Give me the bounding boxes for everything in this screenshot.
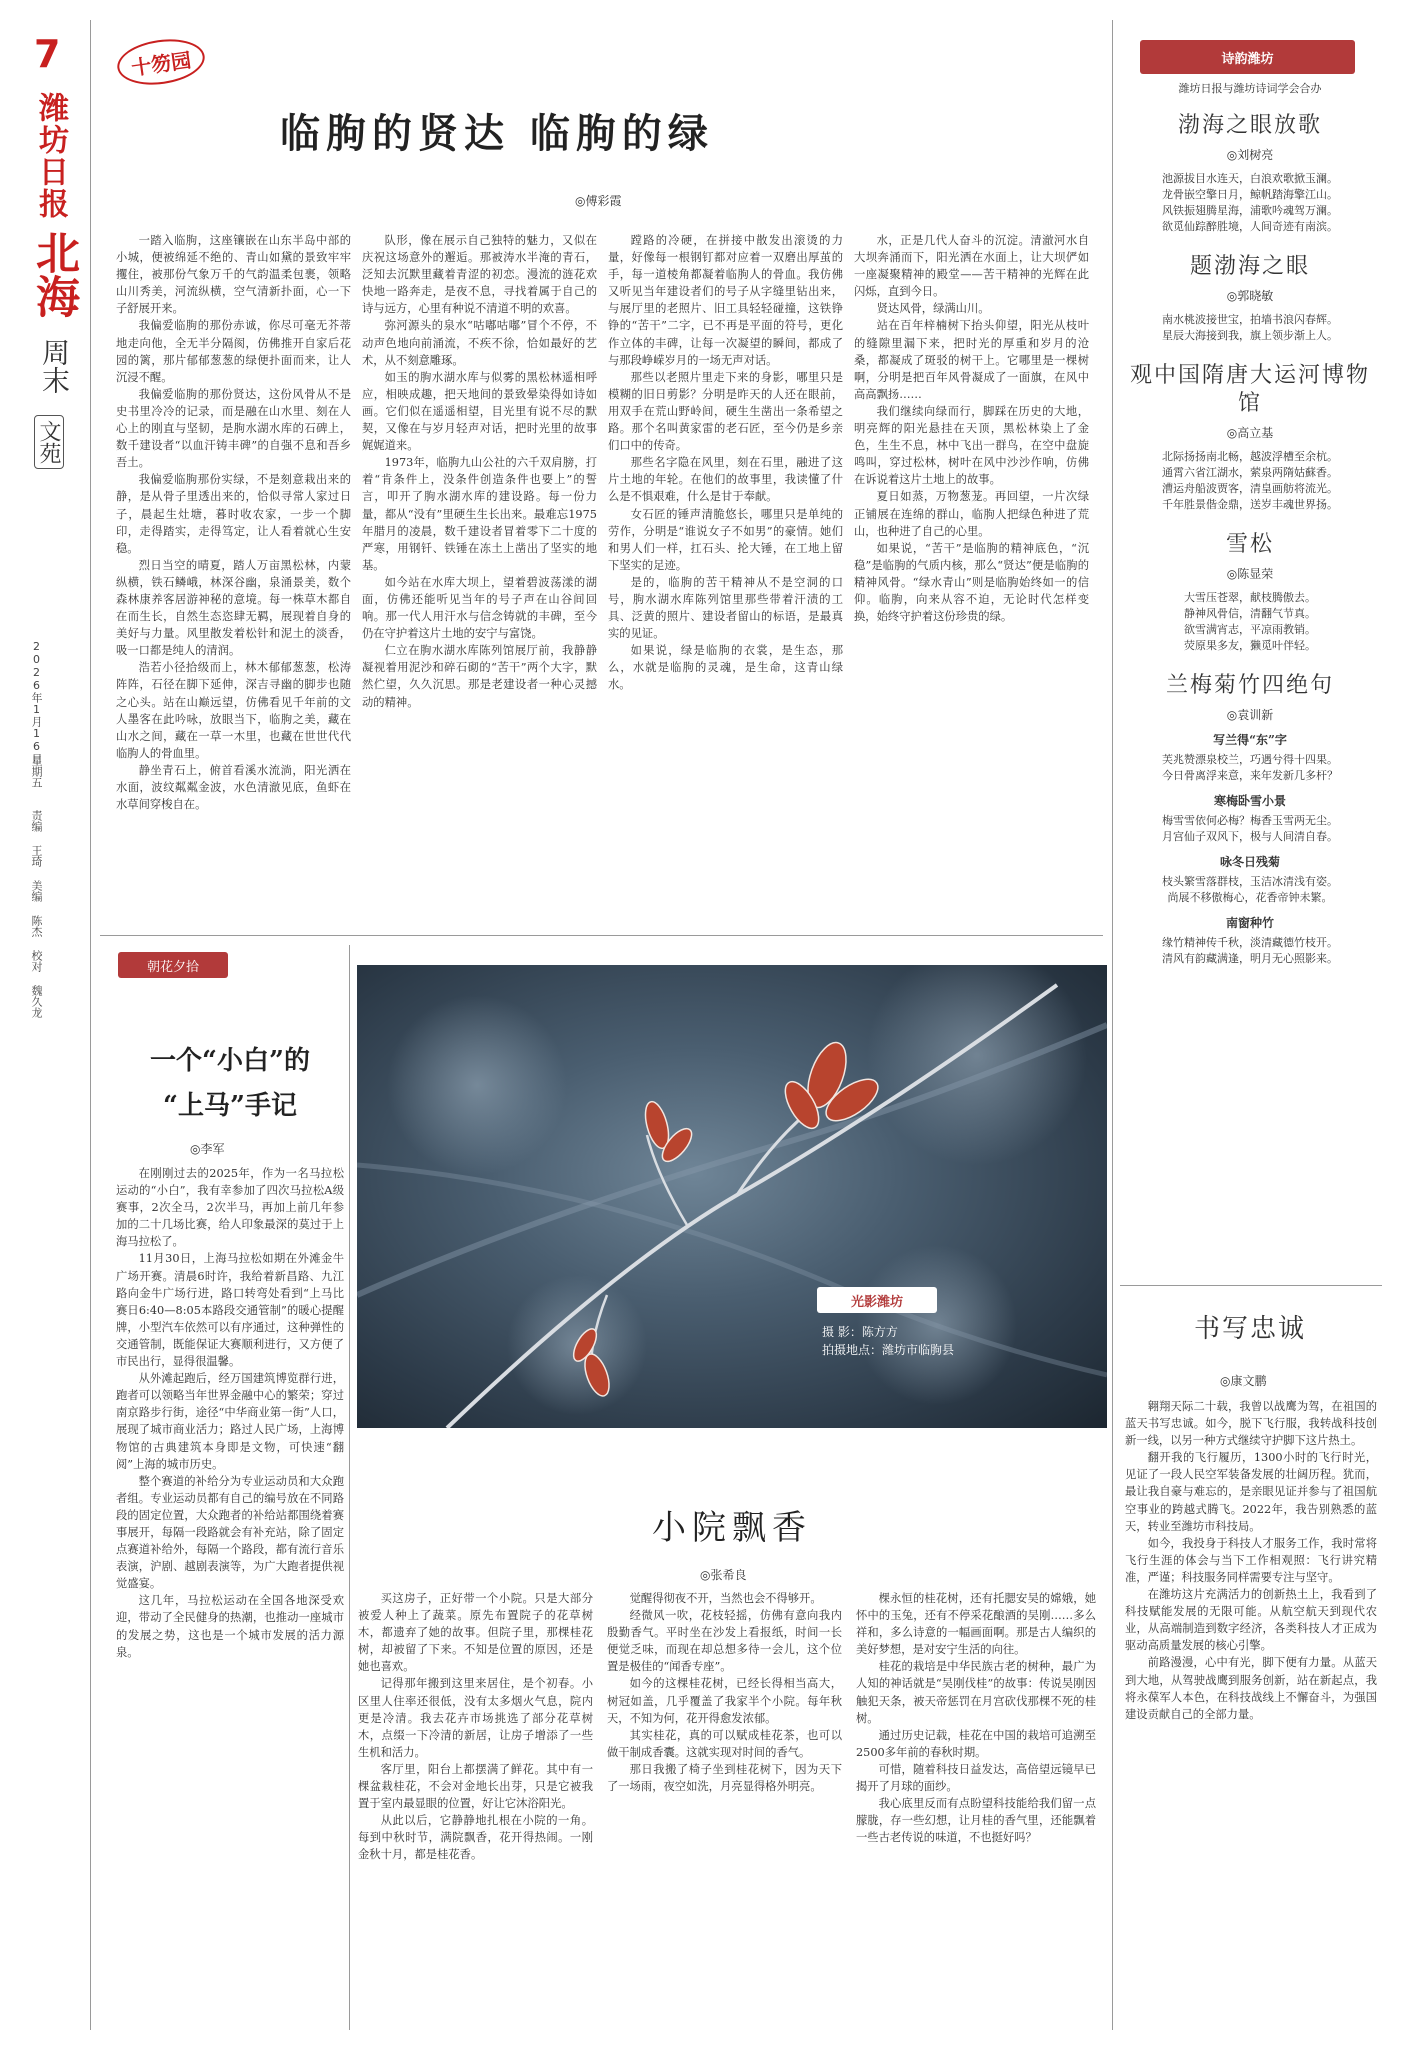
main-article-author: ◎傅彩霞 [575, 194, 622, 208]
paragraph: 那日我搬了椅子坐到桂花树下，因为天下了一场雨，夜空如洗，月亮显得格外明亮。 [607, 1762, 842, 1794]
poem-line: 今日骨离浮来意，来年发新几多杆？ [1162, 769, 1338, 782]
main-article-col-4 [854, 232, 1089, 922]
poem-line: 欲雪满宵志，平凉雨教销。 [1184, 623, 1316, 636]
right-essay-author: ◎康文鹏 [1220, 1374, 1267, 1388]
poem-author: ◎高立基 [1226, 426, 1274, 440]
page-sidebar [0, 0, 90, 2046]
poem [1125, 531, 1375, 654]
paragraph: 通过历史记载，桂花在中国的栽培可追溯至2500多年前的春秋时期。 [856, 1728, 1096, 1759]
poem-author: ◎袁训新 [1226, 708, 1274, 722]
paragraph: 如今站在水库大坝上，望着碧波荡漾的湖面，仿佛还能听见当年的号子声在山谷间回响。那一代人用汗水与信念铸就的丰碑，至今仍在守护着这片土地的安宁与富饶。 [362, 575, 597, 641]
essay-divider [349, 945, 350, 2030]
poem-line: 枝头繁雪落群枝，玉洁冰清浅有姿。 [1162, 875, 1338, 888]
poem-line: 北际扬扬南北畅，越波浮槽至余杭。 [1162, 450, 1338, 463]
poem-line: 星辰大海接到我，旗上领步渐上人。 [1162, 329, 1338, 342]
poem-line: 大雪压苍翠，献枝腾傲去。 [1184, 591, 1316, 604]
paragraph: 经微风一吹，花枝轻摇，仿佛有意向我内殷勤香气。平时坐在沙发上看报纸，时间一长便觉乏味，而现在却总想多待一会儿，这个位置是极佳的“闻香专座”。 [607, 1609, 842, 1674]
main-article-col-2 [362, 232, 597, 922]
paragraph: 如今的这棵桂花树，已经长得相当高大，树冠如盖，几乎覆盖了我家半个小院。每年秋天，不知为何，花开得愈发浓郁。 [607, 1677, 842, 1725]
paragraph: 翱翔天际二十载，我曾以战鹰为驾，在祖国的蓝天书写忠诚。如今，脱下飞行服，我转战科技创新一线，以另一种方式继续守护脚下这片热土。 [1125, 1400, 1377, 1448]
paragraph: 我心底里反而有点盼望科技能给我们留一点朦胧，存一些幻想，让月桂的香气里，还能飘着一些古老传说的味道，不也挺好吗？ [856, 1797, 1096, 1845]
paragraph: 如玉的朐水湖水库与似雾的黑松林遥相呼应，相映成趣，把天地间的景致晕染得如诗如画。它们似在遥遥相望，目光里有说不尽的默契，又像在与岁月轻声对话，把时光里的故事娓娓道来。 [362, 370, 597, 453]
poem-line: 漕运舟船波贾客，清皇画舫将流光。 [1162, 482, 1338, 495]
paragraph: 静坐青石上，俯首看溪水流淌，阳光洒在水面，波纹粼粼金波，水色清澈见底，鱼虾在水草间穿梭自在。 [116, 763, 351, 812]
right-essay-body [1125, 1398, 1377, 2028]
paragraph: 买这房子，正好带一个小院。只是大部分被爱人种上了蔬菜。原先布置院子的花草树木，都遗弃了她的故事。但院子里，那棵桂花树，却被留了下来。不知是位置的原因，还是她也喜欢。 [358, 1592, 593, 1674]
paragraph: 1973年，临朐九山公社的六千双肩膀，打着“肯条件上，没条件创造条件也要上”的誓言，叩开了朐水湖水库的建设路。每一份力量，都从“没有”里硬生生长出来。最难忘1975年腊月的凌晨，数千建设者冒着零下二十度的严寒，用钢钎、铁锤在冻土上凿出了坚实的地基。 [362, 456, 597, 572]
paragraph: 在刚刚过去的2025年，作为一名马拉松运动的“小白”，我有幸参加了四次马拉松A级赛事，2次全马，2次半马，再加上前几年参加的二十几场比赛，给人印象最深的莫过于上海马拉松了。 [116, 1167, 344, 1249]
right-column-divider [1112, 20, 1113, 2030]
paragraph: 可惜，随着科技日益发达，高倍望远镜早已揭开了月球的面纱。 [856, 1762, 1096, 1794]
main-article-title: 临朐的贤达 临朐的绿 [280, 110, 714, 157]
sidebar-divider [90, 20, 91, 2030]
story-col-2 [607, 1590, 842, 2030]
paragraph: 其实桂花，真的可以赋成桂花茶，也可以做干制成香囊。这就实现对时间的香气。 [607, 1728, 842, 1759]
poem-subtitle: 写兰得“东”字 [1213, 733, 1287, 747]
paragraph: 这几年，马拉松运动在全国各地深受欢迎，带动了全民健身的热潮，也推动一座城市的发展之势，这也是一个城市发展的活力源泉。 [116, 1594, 344, 1659]
poem-line: 尚展不移傲梅心，花香帝钟未繁。 [1167, 891, 1333, 904]
poem-line: 龙骨嵌空擎日月，鲸帆踏海擎江山。 [1162, 188, 1338, 201]
paragraph: 我偏爱临朐那份实绿，不是刻意栽出来的静，是从骨子里透出来的，恰似寻常人家过日子，晨起生灶塘，暮时收农家，一步一个脚印，走得踏实，走得笃定，让人看着就心生安稳。 [116, 473, 351, 555]
poem-subtitle: 咏冬日残菊 [1219, 855, 1280, 869]
poem-line: 欲觅仙踪醉胜境，人间奇迹有南滨。 [1162, 220, 1338, 233]
paragraph: 夏日如蒸，万物葱茏。再回望，一片次绿正铺展在连绵的群山，临朐人把绿色种进了荒山，也种进了自己的心里。 [854, 490, 1089, 538]
paragraph: 在潍坊这片充满活力的创新热土上，我看到了科技赋能发展的无限可能。从航空航天到现代农业，从高端制造到数字经济，各类科技人才正成为驱动高质量发展的核心引擎。 [1125, 1588, 1377, 1653]
column-stamp: 十笏园 [114, 34, 207, 90]
poem-author: ◎刘树亮 [1226, 148, 1274, 162]
poem-line: 梅雪雪依何必梅？梅香玉雪两无尘。 [1162, 814, 1338, 827]
editors-line: 责编 王琦 美编 陈杰 校对 魏久龙 [30, 810, 43, 1018]
poem-title: 观中国隋唐大运河博物馆 [1129, 363, 1370, 416]
paragraph: 那些名字隐在风里，刻在石里，融进了这片土地的年轮。在他们的故事里，我读懂了什么是不惧艰难，什么是甘于奉献。 [608, 456, 843, 504]
poetry-banner: 诗韵潍坊 [1140, 40, 1355, 74]
paragraph: 女石匠的锤声清脆悠长，哪里只是单纯的劳作，分明是“谁说女子不如男”的豪情。她们和男人们一样，扛石头、抡大锤，在工地上留下坚实的足迹。 [608, 507, 843, 572]
paragraph: 如果说，“苦干”是临朐的精神底色，“沉稳”是临朐的气质内核，那么“贤达”便是临朐的精神风骨。“绿水青山”则是临朐始终如一的信仰。临朐，向来从容不迫，无论时代怎样变换，始终守护着这份珍贵的绿。 [854, 541, 1089, 624]
paragraph: 觉醒得彻夜不开，当然也会不得够开。 [629, 1592, 822, 1605]
page-number: 7 [34, 32, 61, 76]
poetry-list [1125, 112, 1375, 985]
story-author: ◎张希良 [700, 1568, 747, 1582]
poem-line: 缘竹精神传千秋，淡清藏德竹枝开。 [1162, 936, 1338, 949]
paragraph: 贤达风骨，绿满山川。 [876, 302, 990, 316]
story-col-3 [856, 1590, 1096, 2030]
poem-line: 芙兆赞漂泉校兰，巧遇兮得十四果。 [1162, 753, 1338, 766]
paragraph: 蹚路的冷硬，在拼接中散发出滚烫的力量，好像每一根钢钉都对应着一双磨出厚茧的手，每一道棱角都凝着临朐人的骨血。我仿佛又听见当年建设者们的号子从字缝里钻出来，与展厅里的老照片、旧工具轻轻碰撞，这铁铮铮的“苦干”二字，已不再是平面的符号，更化作立体的丰碑，让每一次凝望的瞬间，都成了与那段峥嵘岁月的一场无声对话。 [608, 234, 843, 367]
section-name: 北海 [28, 230, 79, 318]
paragraph: 弥河源头的泉水“咕嘟咕嘟”冒个不停，不动声色地向前涌流，不疾不徐，恰如最好的艺术，从不刻意雕琢。 [362, 319, 597, 367]
paragraph: 仁立在朐水湖水库陈列馆展厅前，我静静凝视着用泥沙和碎石砌的“苦干”两个大字，默然伫望，久久沉思。那是老建设者一种心灵撼动的精神。 [362, 644, 597, 709]
paragraph: 从此以后，它静静地扎根在小院的一角。每到中秋时节，满院飘香，花开得热闹。一刚金秋十月，都是桂花香。 [358, 1814, 593, 1862]
frost-branch-photo [357, 965, 1107, 1428]
paragraph: 棵永恒的桂花树，还有托腮安吴的嫦娥，她怀中的玉兔，还有不停采花酿酒的吴刚……多么祥和，多么诗意的一幅画面啊。那是古人编织的美好梦想，是对安宁生活的向往。 [856, 1592, 1096, 1657]
paragraph: 一踏入临朐，这座镶嵌在山东半岛中部的小城，便被绵延不绝的、青山如黛的景致牢牢攫住，被那份气象万千的气韵温柔包裹，领略山川秀美，河流纵横，空气清新扑面，心一下子舒展开来。 [116, 234, 351, 316]
poem-line: 通霄六省江湖水，萦泉两隋姑蘇香。 [1162, 466, 1338, 479]
issue-weekday: 星期五 [30, 755, 43, 788]
paragraph: 如今，我投身于科技人才服务工作，我时常将飞行生涯的体会与当下工作相观照：飞行讲究精准，严谨；科技服务同样需要专注与坚守。 [1125, 1536, 1377, 1584]
photo-artwork [357, 965, 1107, 1428]
poetry-divider [1120, 1285, 1382, 1286]
right-essay-title: 书写忠诚 [1193, 1314, 1306, 1344]
poem-title: 雪松 [1225, 532, 1274, 557]
poem [1125, 112, 1375, 235]
story-col-1 [358, 1590, 593, 2030]
paragraph: 水，正是几代人奋斗的沉淀。清澈河水自大坝奔涌而下，阳光洒在水面上，让大坝俨如一座凝聚精神的殿堂——苦干精神的光辉在此闪烁，直到今日。 [854, 234, 1089, 299]
photo-credit: 摄 影：陈方方 [822, 1325, 898, 1339]
poem-line: 月宫仙子双风下，极与人间清自春。 [1162, 830, 1338, 843]
paragraph: 从外滩起跑后，经万国建筑博览群行进，跑者可以领略当年世界金融中心的繁荣；穿过南京路步行街，途径“中华商业第一街”人口，展现了城市商业活力；路过人民广场，上海博物馆的古典建筑本身即是文物，可快速“翻阅”上海的城市历史。 [116, 1372, 344, 1471]
photo-column-tag: 光影潍坊 [817, 1287, 937, 1313]
paragraph: 如果说，绿是临朐的衣裳，是生态，那么，水就是临朐的灵魂，是生命，这青山绿水。 [608, 644, 843, 692]
poem-line: 静神风骨信，清翻气节真。 [1184, 607, 1316, 620]
poem-line: 南水桃波接世宝，拍墙书浪闪春辉。 [1162, 313, 1338, 326]
poem-author: ◎陈显荣 [1226, 567, 1274, 581]
essay-title-line-2: “上马”手记 [163, 1091, 297, 1121]
paragraph: 我偏爱临朐的那份贤达，这份风骨从不是史书里冷冷的记录，而是融在山水里、刻在人心上的刚直与坚韧，是朐水湖水库的石碑上，数千建设者“以血汗铸丰碑”的自强不息和吾乡吾土。 [116, 387, 351, 470]
paper-name: 潍坊日报 [33, 92, 68, 220]
paragraph: 客厅里，阳台上都摆满了鲜花。其中有一棵盆栽桂花，不会对金地长出芽，只是它被我置于室内最显眼的位置，好让它沐浴阳光。 [358, 1762, 593, 1811]
poem-line: 荧原果多友，獭觅叶伴轻。 [1184, 639, 1316, 652]
paragraph: 翻开我的飞行履历，1300小时的飞行时光，见证了一段人民空军装备发展的壮阔历程。犹而，最让我自豪与难忘的，是亲眼见证并参与了祖国航空事业的跨越式腾飞。2022年，我告别熟悉的蓝天，转业至潍坊市科技局。 [1125, 1451, 1377, 1533]
poem-title: 渤海之眼放歌 [1177, 113, 1322, 138]
essay-title-line-1: 一个“小白”的 [150, 1046, 310, 1076]
poem-subtitle: 南窗种竹 [1225, 916, 1274, 930]
poem-author: ◎郭晓敏 [1226, 289, 1274, 303]
paragraph: 烈日当空的晴夏，踏人万亩黑松林，内蒙纵横，铁石鳞峨，林深谷幽，泉涌景美，数个森林康养客居游神秘的意境。每一株草木都自在而生长，自然生态恣肆无羁，展现着自身的美好与力量。风里散发着松针和泥土的淡香，吸一口都是纯人的清润。 [116, 558, 351, 658]
poetry-banner-subtitle: 潍坊日报与潍坊诗词学会合办 [1178, 82, 1322, 95]
paragraph: 桂花的栽培是中华民族古老的树种，最广为人知的神话就是“吴刚伐桂”的故事：传说吴刚因触犯天条，被天帝惩罚在月宫砍伐那棵不死的桂树。 [856, 1660, 1096, 1725]
poem-line: 清风有韵藏满逢，明月无心照影来。 [1162, 952, 1338, 965]
poem-line: 风铁振翅腾星海，浦歌吟魂驾万澜。 [1162, 204, 1338, 217]
poem-line: 千年胜景偕金鼎，送岁丰魂世界扬。 [1162, 498, 1338, 511]
paragraph: 我们继续向绿而行，脚踩在历史的大地，明亮辉的阳光悬挂在天顶，黑松林染上了金色，生生不息，林中飞出一群鸟，在空中盘旋鸣叫，穿过松林，树叶在风中沙沙作响，仿佛在诉说着这片土地上的故事。 [854, 404, 1089, 487]
paragraph: 11月30日，上海马拉松如期在外滩金牛广场开赛。清晨6时许，我给着新昌路、九江路向金牛广场行进，路口转弯处看到“上马比赛日6:40—8:05本路段交通管制”的暖心提醒牌，小型汽车依然可以有序通过，这种弹性的交通管制，既能保证大赛顺利进行，又方便了市民出行，显得很温馨。 [116, 1252, 344, 1369]
poem-line: 池源拔目水连天，白浪欢歌掀玉澜。 [1162, 172, 1338, 185]
paragraph: 前路漫漫，心中有光，脚下便有力量。从蓝天到大地，从驾驶战鹰到服务创新，站在新起点，我将永葆军人本色，在科技战线上不懈奋斗，为强国建设贡献自己的全部力量。 [1125, 1656, 1377, 1721]
paragraph: 是的，临朐的苦干精神从不是空洞的口号，朐水湖水库陈列馆里那些带着汗渍的工具、泛黄的照片、建设者留山的标语，是最真实的见证。 [608, 575, 843, 641]
essay-body [116, 1165, 344, 2025]
section-divider [100, 935, 1103, 936]
photo-location: 拍摄地点：潍坊市临朐县 [822, 1343, 955, 1357]
paragraph: 站在百年梓楠树下抬头仰望，阳光从枝叶的缝隙里漏下来，把时光的厚重和岁月的沧桑，都凝成了斑驳的树干上。它哪里是一棵树啊，分明是把百年风骨凝成了一面旗，在风中高高飘扬…… [854, 319, 1089, 401]
main-article-col-1 [116, 232, 351, 922]
poem-title: 题渤海之眼 [1189, 254, 1310, 279]
paragraph: 那些以老照片里走下来的身影，哪里只是模糊的旧日剪影？分明是昨天的人还在眼前，用双手在荒山野岭间，硬生生凿出一条希望之路。那个名叫黄家雷的老石匠，至今仍是乡亲们口中的传奇。 [608, 370, 843, 453]
poem-subtitle: 寒梅卧雪小景 [1213, 794, 1286, 808]
essay-author: ◎李军 [190, 1142, 225, 1156]
paragraph: 整个赛道的补给分为专业运动员和大众跑者组。专业运动员都有自己的编号放在不同路段的固定位置，大众跑者的补给站都围绕着赛事展开，每隔一段路就会有补充站，除了固定点赛道补给外，每隔一个路段，都有流行音乐表演，沪剧、越剧表演等，为广大跑者提供视觉盛宴。 [116, 1474, 344, 1591]
sub-section-badge: 文苑 [34, 415, 64, 469]
issue-date: 2026年1月16日 [30, 640, 43, 764]
section-suffix: 周末 [38, 338, 71, 394]
paragraph: 我偏爱临朐的那份赤诚，你尽可毫无芥蒂地走向他，全无半分隔阂，仿佛推开自家后花园的篱，那片郁郁葱葱的绿便扑面而来，让人沉浸不醒。 [116, 319, 351, 384]
paragraph: 队形，像在展示自己独特的魅力，又似在庆祝这场意外的邂逅。那被涛水半淹的青石，泛知去沉默里藏着青涩的初恋。漫流的涟花欢快地一路奔走，是夜不息，寻找着属于自己的诗与远方，心里有种说不清道不明的欢喜。 [362, 234, 597, 316]
story-title: 小院飘香 [652, 1508, 812, 1548]
essay-column-tag: 朝花夕拾 [118, 952, 228, 978]
poem [1125, 362, 1375, 513]
poem [1125, 672, 1375, 967]
paragraph: 浩若小径拾级而上，林木郁郁葱葱，松涛阵阵，石径在脚下延伸，深吉寻幽的脚步也随之心头。站在山巅远望，仿佛看见千年前的文人墨客在此吟咏，放眼当下，临朐之美，藏在山水之间，藏在一草一木里，也藏在世世代代临朐人的骨血里。 [116, 661, 351, 760]
poem [1125, 253, 1375, 344]
paragraph: 记得那年搬到这里来居住，是个初春。小区里人住率还很低，没有太多烟火气息，院内更是冷清。我去花卉市场挑选了部分花草树木，点缀一下冷清的新居，让房子增添了一些生机和活力。 [358, 1677, 593, 1759]
main-article-col-3 [608, 232, 843, 922]
poem-title: 兰梅菊竹四绝句 [1165, 673, 1334, 698]
